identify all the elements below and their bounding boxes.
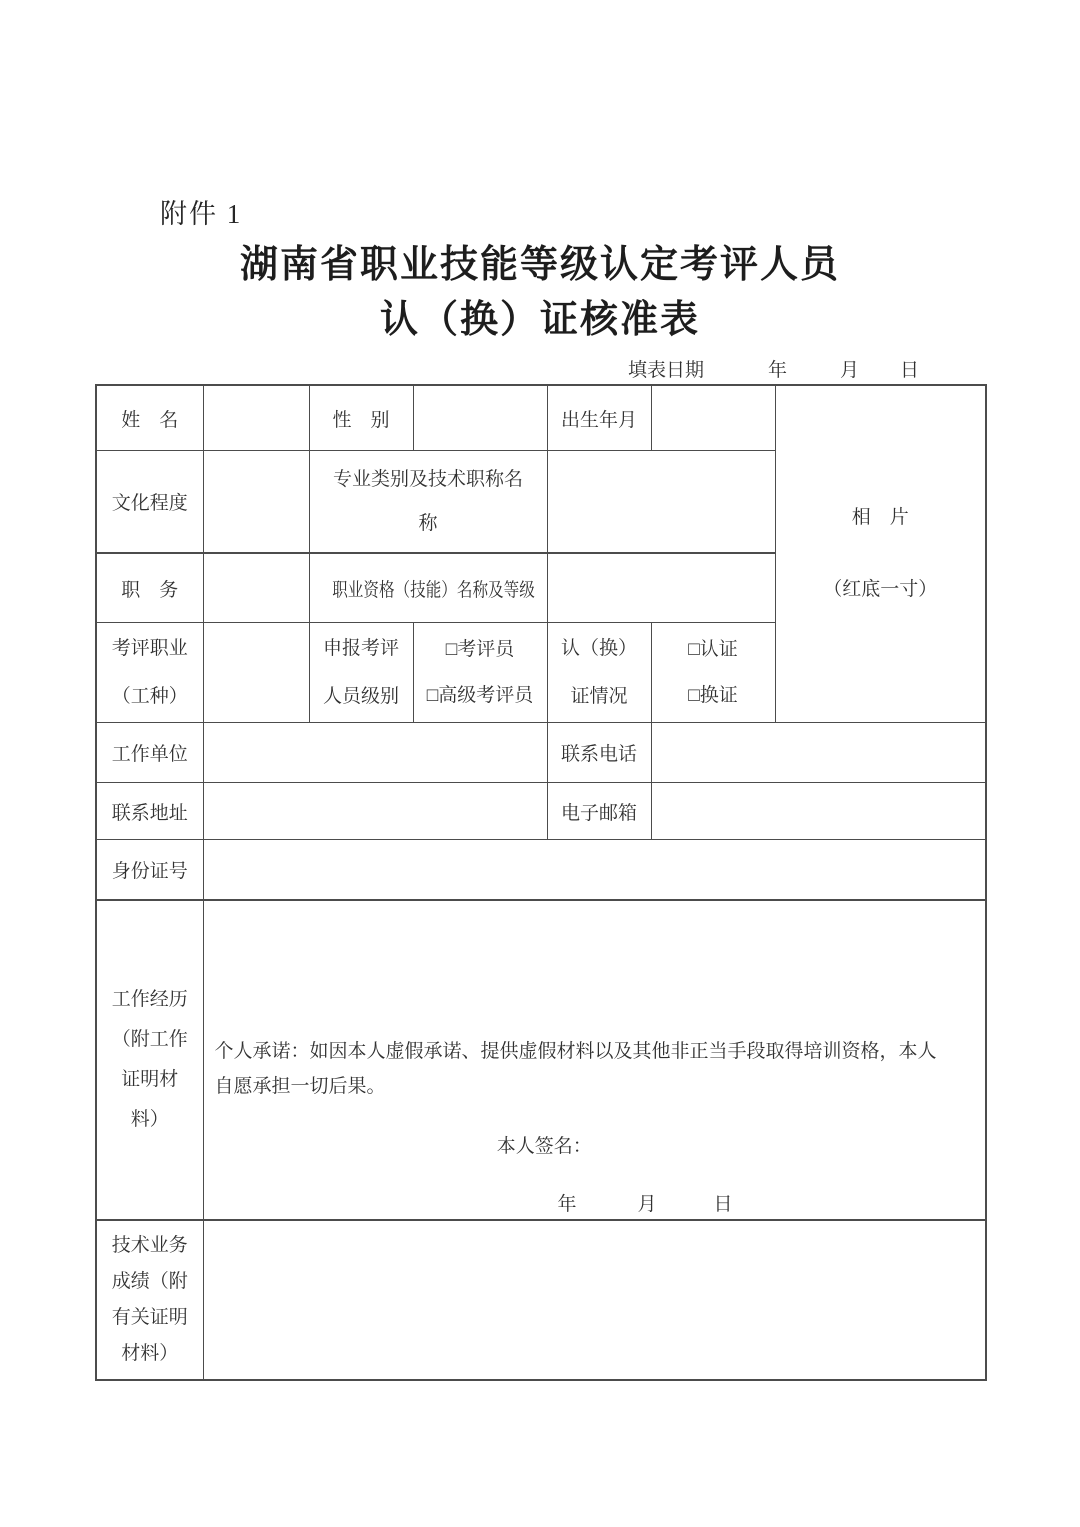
declare-level-line1: 申报考评	[322, 637, 399, 659]
signature-day: 日	[713, 1194, 733, 1215]
row-tech-achievement	[96, 1220, 986, 1380]
work-unit-label: 工作单位	[96, 723, 203, 783]
tech-achievement-line2: 成绩（附	[111, 1271, 188, 1292]
position-label: 职 务	[96, 553, 203, 623]
tech-achievement-content-cell	[203, 1220, 986, 1380]
checkbox-cert: □认证	[688, 638, 738, 660]
tech-achievement-line3: 有关证明	[111, 1307, 188, 1328]
fill-date-line	[628, 355, 919, 382]
fill-date-month: 月	[840, 360, 860, 381]
signature-date-line	[558, 1189, 733, 1216]
row-id-number	[96, 840, 986, 901]
address-value-cell	[203, 783, 547, 840]
row-name-gender-birth	[96, 385, 986, 451]
work-experience-line4: 料）	[130, 1109, 169, 1130]
signature-year: 年	[557, 1194, 577, 1215]
row-work-experience	[96, 900, 986, 1220]
fill-date-label: 填表日期	[628, 360, 705, 381]
form-title-line1: 湖南省职业技能等级认定考评人员	[239, 244, 840, 286]
prof-title-label	[309, 451, 547, 554]
photo-cell	[775, 385, 986, 723]
name-label: 姓 名	[96, 385, 203, 451]
assess-occupation-line2: （工种）	[111, 685, 188, 707]
education-label: 文化程度	[96, 451, 203, 554]
photo-gap	[776, 530, 986, 578]
work-experience-line2: （附工作	[111, 1029, 188, 1050]
prof-title-value-cell	[547, 451, 775, 554]
name-value-cell	[203, 385, 309, 451]
work-experience-line3: 证明材	[121, 1069, 179, 1090]
phone-value-cell	[651, 723, 986, 783]
fill-date-day: 日	[900, 360, 920, 381]
row-workunit-phone	[96, 723, 986, 783]
attachment-label: 附件 1	[160, 199, 243, 229]
gender-value-cell	[413, 385, 547, 451]
id-label: 身份证号	[96, 840, 203, 901]
id-value-cell	[203, 840, 986, 901]
email-value-cell	[651, 783, 986, 840]
qualification-value-cell	[547, 553, 775, 623]
assess-occupation-label	[96, 623, 203, 723]
cert-status-label	[547, 623, 651, 723]
tech-achievement-line1: 技术业务	[111, 1235, 188, 1256]
position-value-cell	[203, 553, 309, 623]
assess-occupation-line1: 考评职业	[111, 637, 188, 659]
qualification-label-text: 职业资格（技能）名称及等级	[331, 579, 535, 601]
tech-achievement-line4: 材料）	[121, 1343, 179, 1364]
photo-note: （红底一寸）	[823, 579, 938, 600]
photo-label: 相 片	[851, 507, 909, 528]
cert-status-line2: 证情况	[570, 685, 628, 707]
prof-title-label-line1: 专业类别及技术职称名	[332, 468, 523, 490]
birth-label: 出生年月	[547, 385, 651, 451]
birth-value-cell	[651, 385, 775, 451]
qualification-label	[309, 553, 547, 623]
tech-achievement-label	[96, 1220, 203, 1380]
declare-level-line2: 人员级别	[322, 685, 399, 707]
promise-line1: 个人承诺：如因本人虚假承诺、提供虚假材料以及其他非正当手段取得培训资格，本人	[214, 1041, 937, 1062]
education-value-cell	[203, 451, 309, 554]
declare-level-options	[413, 623, 547, 723]
checkbox-assessor: □考评员	[445, 638, 515, 660]
assess-occupation-value-cell	[203, 623, 309, 723]
declare-level-label	[309, 623, 413, 723]
signature-month: 月	[637, 1194, 657, 1215]
work-experience-line1: 工作经历	[111, 989, 188, 1010]
gender-label: 性 别	[309, 385, 413, 451]
checkbox-renew: □换证	[688, 684, 738, 706]
prof-title-label-line2: 称	[418, 512, 438, 534]
row-address-email	[96, 783, 986, 840]
phone-label: 联系电话	[547, 723, 651, 783]
promise-line2: 自愿承担一切后果。	[214, 1076, 386, 1097]
checkbox-senior-assessor: □高级考评员	[426, 684, 534, 706]
approval-form-table	[95, 384, 987, 1381]
address-label: 联系地址	[96, 783, 203, 840]
signature-label: 本人签名：	[496, 1136, 592, 1157]
form-title-line2: 认（换）证核准表	[379, 299, 700, 341]
work-unit-value-cell	[203, 723, 547, 783]
cert-status-options	[651, 623, 775, 723]
personal-promise-text	[215, 1034, 978, 1104]
email-label: 电子邮箱	[547, 783, 651, 840]
work-experience-content-cell	[203, 900, 986, 1220]
work-experience-label	[96, 900, 203, 1220]
cert-status-line1: 认（换）	[560, 637, 637, 659]
fill-date-year: 年	[768, 360, 788, 381]
